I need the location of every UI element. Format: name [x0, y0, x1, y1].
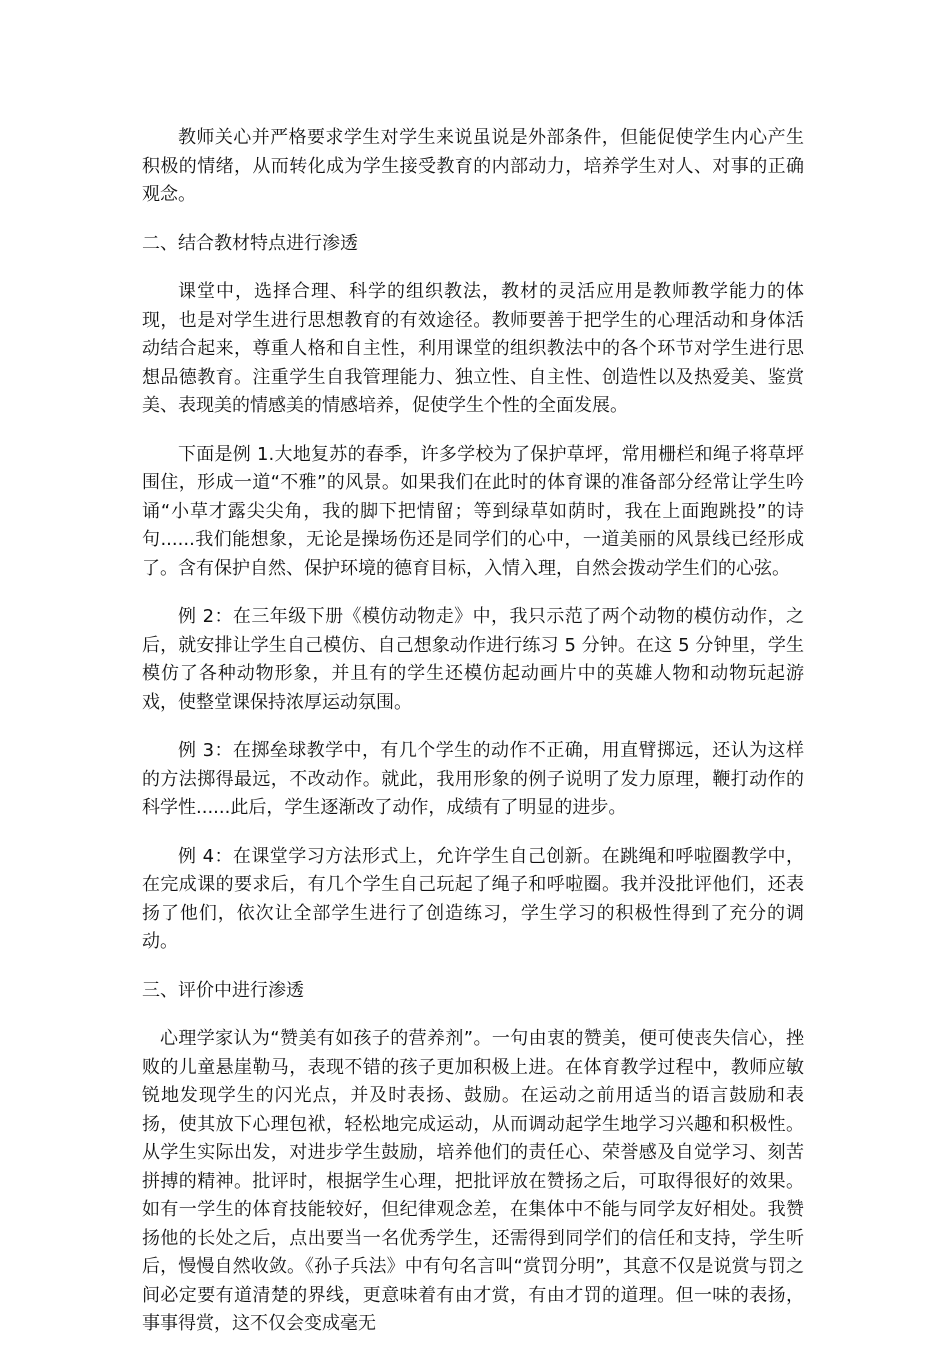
paragraph-example-3: 例 3：在掷垒球教学中，有几个学生的动作不正确，用直臂掷远，还认为这样的方法掷得最远，不改动作。就此，我用形象的例子说明了发力原理，鞭打动作的科学性......此后，学生逐渐改了动作，成绩有了明显的进步。 — [142, 740, 804, 818]
section-heading-3: 三、评价中进行渗透 — [142, 979, 304, 1001]
paragraph-textbook: 课堂中，选择合理、科学的组织教法，教材的灵活应用是教师教学能力的体现，也是对学生进行思想教育的有效途径。教师要善于把学生的心理活动和身体活动结合起来，尊重人格和自主性，利用课堂的组织教法中的各个环节对学生进行思想品德教育。注重学生自我管理能力、独立性、自主性、创造性以及热爱美、鉴赏美、表现美的情感美的情感培养，促使学生个性的全面发展。 — [142, 281, 804, 416]
paragraph-example-4: 例 4：在课堂学习方法形式上，允许学生自己创新。在跳绳和呼啦圈教学中，在完成课的要求后，有几个学生自己玩起了绳子和呼啦圈。我并没批评他们，还表扬了他们，依次让全部学生进行了创造练习，学生学习的积极性得到了充分的调动。 — [142, 845, 804, 952]
paragraph-evaluation: 心理学家认为“赞美有如孩子的营养剂”。一句由衷的赞美，便可使丧失信心，挫败的儿童悬崖勒马，表现不错的孩子更加积极上进。在体育教学过程中，教师应敏锐地发现学生的闪光点，并及时表扬、鼓励。在运动之前用适当的语言鼓励和表扬，使其放下心理包袱，轻松地完成运动，从而调动起学生地学习兴趣和积极性。从学生实际出发，对进步学生鼓励，培养他们的责任心、荣誉感及自觉学习、刻苦拼搏的精神。批评时，根据学生心理，把批评放在赞扬之后，可取得很好的效果。如有一学生的体育技能较好，但纪律观念差，在集体中不能与同学友好相处。我赞扬他的长处之后，点出要当一名优秀学生，还需得到同学们的信任和支持，学生听后，慢慢自然收敛。《孙子兵法》中有句名言叫“赏罚分明”，其意不仅是说赏与罚之间必定要有道清楚的界线，更意味着有由才赏，有由才罚的道理。但一味的表扬，事事得赏，这不仅会变成毫无 — [142, 1028, 804, 1334]
paragraph-example-2: 例 2：在三年级下册《模仿动物走》中，我只示范了两个动物的模仿动作，之后，就安排让学生自己模仿、自己想象动作进行练习 5 分钟。在这 5 分钟里，学生模仿了各种动物形象，并且有的学生还模仿起动画片中的英雄人物和动物玩起游戏，使整堂课保持浓厚运动氛围。 — [142, 606, 804, 713]
section-heading-2: 二、结合教材特点进行渗透 — [142, 232, 358, 254]
paragraph-intro: 教师关心并严格要求学生对学生来说虽说是外部条件，但能促使学生内心产生积极的情绪，从而转化成为学生接受教育的内部动力，培养学生对人、对事的正确观念。 — [142, 127, 804, 205]
document-page — [142, 124, 804, 1359]
paragraph-example-1: 下面是例 1.大地复苏的春季，许多学校为了保护草坪，常用栅栏和绳子将草坪围住，形成一道“不雅”的风景。如果我们在此时的体育课的准备部分经常让学生吟诵“小草才露尖尖角，我的脚下把情留；等到绿草如荫时，我在上面跑跳投”的诗句......我们能想象，无论是操场伤还是同学们的心中，一道美丽的风景线已经形成了。含有保护自然、保护环境的德育目标，入情入理，自然会拨动学生们的心弦。 — [142, 443, 804, 579]
